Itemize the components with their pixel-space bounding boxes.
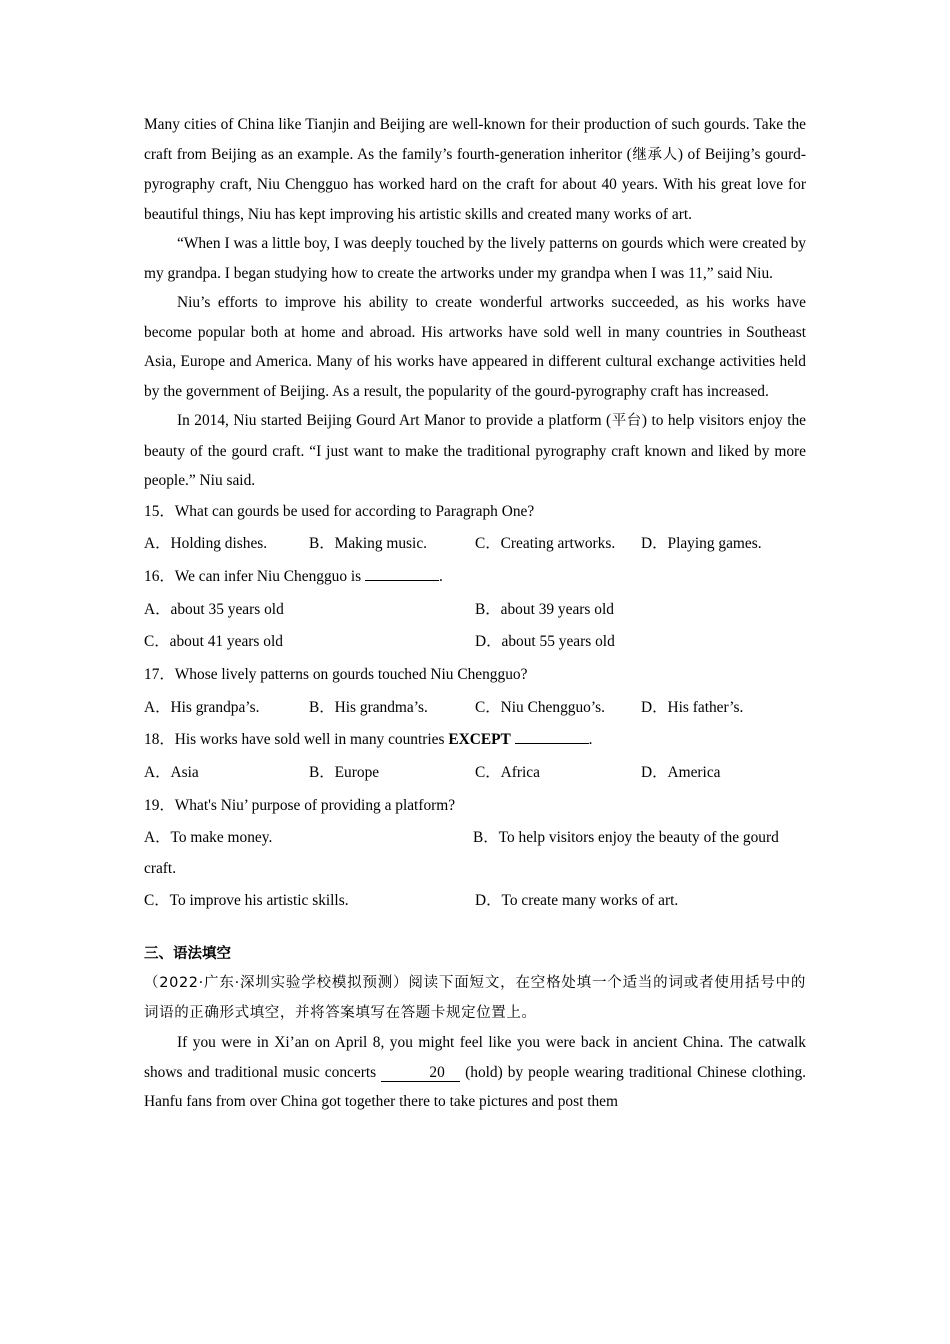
question-18-option-b: B．Europe <box>309 764 380 781</box>
question-15-option-b: B．Making music. <box>309 535 427 553</box>
question-18-stem-end: . <box>588 731 593 749</box>
question-18-stem <box>144 724 806 757</box>
answer-blank-20: 20 <box>381 1065 460 1082</box>
question-16-option-c: C．about 41 years old <box>144 633 283 651</box>
question-15-stem: 15．What can gourds be used for according to Paragraph One? <box>144 502 535 520</box>
passage-paragraph-1-cn: 继承人 <box>631 146 678 163</box>
question-17-option-c: C．Niu Chengguo’s. <box>475 698 605 716</box>
passage-paragraph-2: “When I was a little boy, I was deeply touched by the lively patterns on gourds which were created by my grandpa. I began studying how to create the artworks under my grandpa when I was 11,” said Niu. <box>144 235 806 282</box>
question-16-options-row-2 <box>144 626 806 659</box>
question-19-options-ab <box>144 822 806 885</box>
passage-paragraph-1-tail: ) of Beijing’s gourd-pyrography craft, Niu Chengguo has worked hard on the craft for about 40 years. With his great love for beautiful things, Niu has kept improving his artistic skills and created many works of art. <box>144 145 806 223</box>
question-15-option-a: A．Holding dishes. <box>144 535 268 553</box>
question-18-option-a: A．Asia <box>144 764 199 781</box>
question-16-options-row-1 <box>144 594 806 627</box>
passage-paragraph-4-text: In 2014, Niu started Beijing Gourd Art Manor to provide a platform ( <box>177 412 612 429</box>
question-17-option-d: D．His father’s. <box>641 698 744 716</box>
passage-paragraph-4 <box>144 406 806 496</box>
question-19-option-b-continued: craft. <box>144 860 177 878</box>
question-18-stem-text: 18．His works have sold well in many countries <box>144 731 449 749</box>
section-3-title: 三、语法填空 <box>144 946 231 963</box>
question-16-stem-end: . <box>439 567 443 585</box>
question-17-option-b: B．His grandma’s. <box>309 698 428 716</box>
question-16-option-a: A．about 35 years old <box>144 600 284 618</box>
question-18-option-c: C．Africa <box>475 764 540 781</box>
section-3-passage-start: If you were in Xi’an on April 8, you might feel like you were back in ancient China. The catwalk shows and traditional music concerts <box>144 1034 806 1081</box>
question-15-option-d: D．Playing games. <box>641 535 762 553</box>
question-16-stem-text: 16．We can infer Niu Chengguo is <box>144 567 366 585</box>
question-18-option-d: D．America <box>641 764 721 781</box>
section-3-intro: （2022·广东·深圳实验学校模拟预测）阅读下面短文，在空格处填一个适当的词或者使用括号中的词语的正确形式填空，并将答案填写在答题卡规定位置上。 <box>144 975 806 1021</box>
question-17-options <box>144 692 806 725</box>
passage-paragraph-1 <box>144 110 806 229</box>
section-3-passage <box>144 1028 806 1117</box>
question-16-option-d: D．about 55 years old <box>475 633 615 651</box>
question-19-option-a: A．To make money. <box>144 829 273 847</box>
question-19-option-c: C．To improve his artistic skills. <box>144 892 349 910</box>
section-3-passage-end: (hold) by people wearing traditional Chinese clothing. Hanfu fans from over China got together there to take pictures and post them <box>144 1063 806 1111</box>
question-18-options <box>144 757 806 790</box>
question-15-options <box>144 528 806 561</box>
answer-blank <box>515 728 589 744</box>
question-17-stem: 17．Whose lively patterns on gourds touched Niu Chengguo? <box>144 665 528 683</box>
question-16-option-b: B．about 39 years old <box>475 600 614 618</box>
passage-paragraph-3: Niu’s efforts to improve his ability to create wonderful artworks succeeded, as his works have become popular both at home and abroad. His artworks have sold well in many countries in Southeast Asia, Europe and America. Many of his works have appeared in different cultural exchange activities held by the government of Beijing. As a result, the popularity of the gourd-pyrography craft has increased. <box>144 294 806 400</box>
question-15-option-c: C．Creating artworks. <box>475 535 616 553</box>
document-page <box>144 110 806 1117</box>
passage-paragraph-4-tail: ) to help visitors enjoy the beauty of the gourd craft. “I just want to make the traditional pyrography craft known and liked by more people.” Niu said. <box>144 412 806 489</box>
question-19-stem: 19．What's Niu’ purpose of providing a platform? <box>144 796 456 814</box>
question-16-stem <box>144 561 806 594</box>
question-18-except: EXCEPT <box>448 731 511 749</box>
passage-paragraph-1-text: Many cities of China like Tianjin and Beijing are well-known for their production of such gourds. Take the craft from Beijing as an example. As the family’s fourth-generation inheritor ( <box>144 116 806 163</box>
answer-blank <box>365 565 439 581</box>
question-19-options-cd <box>144 885 806 918</box>
question-19-option-d: D．To create many works of art. <box>475 892 679 910</box>
question-19-option-b: B．To help visitors enjoy the beauty of the gourd <box>473 829 779 847</box>
passage-paragraph-4-cn: 平台 <box>611 413 642 429</box>
question-17-option-a: A．His grandpa’s. <box>144 698 260 716</box>
